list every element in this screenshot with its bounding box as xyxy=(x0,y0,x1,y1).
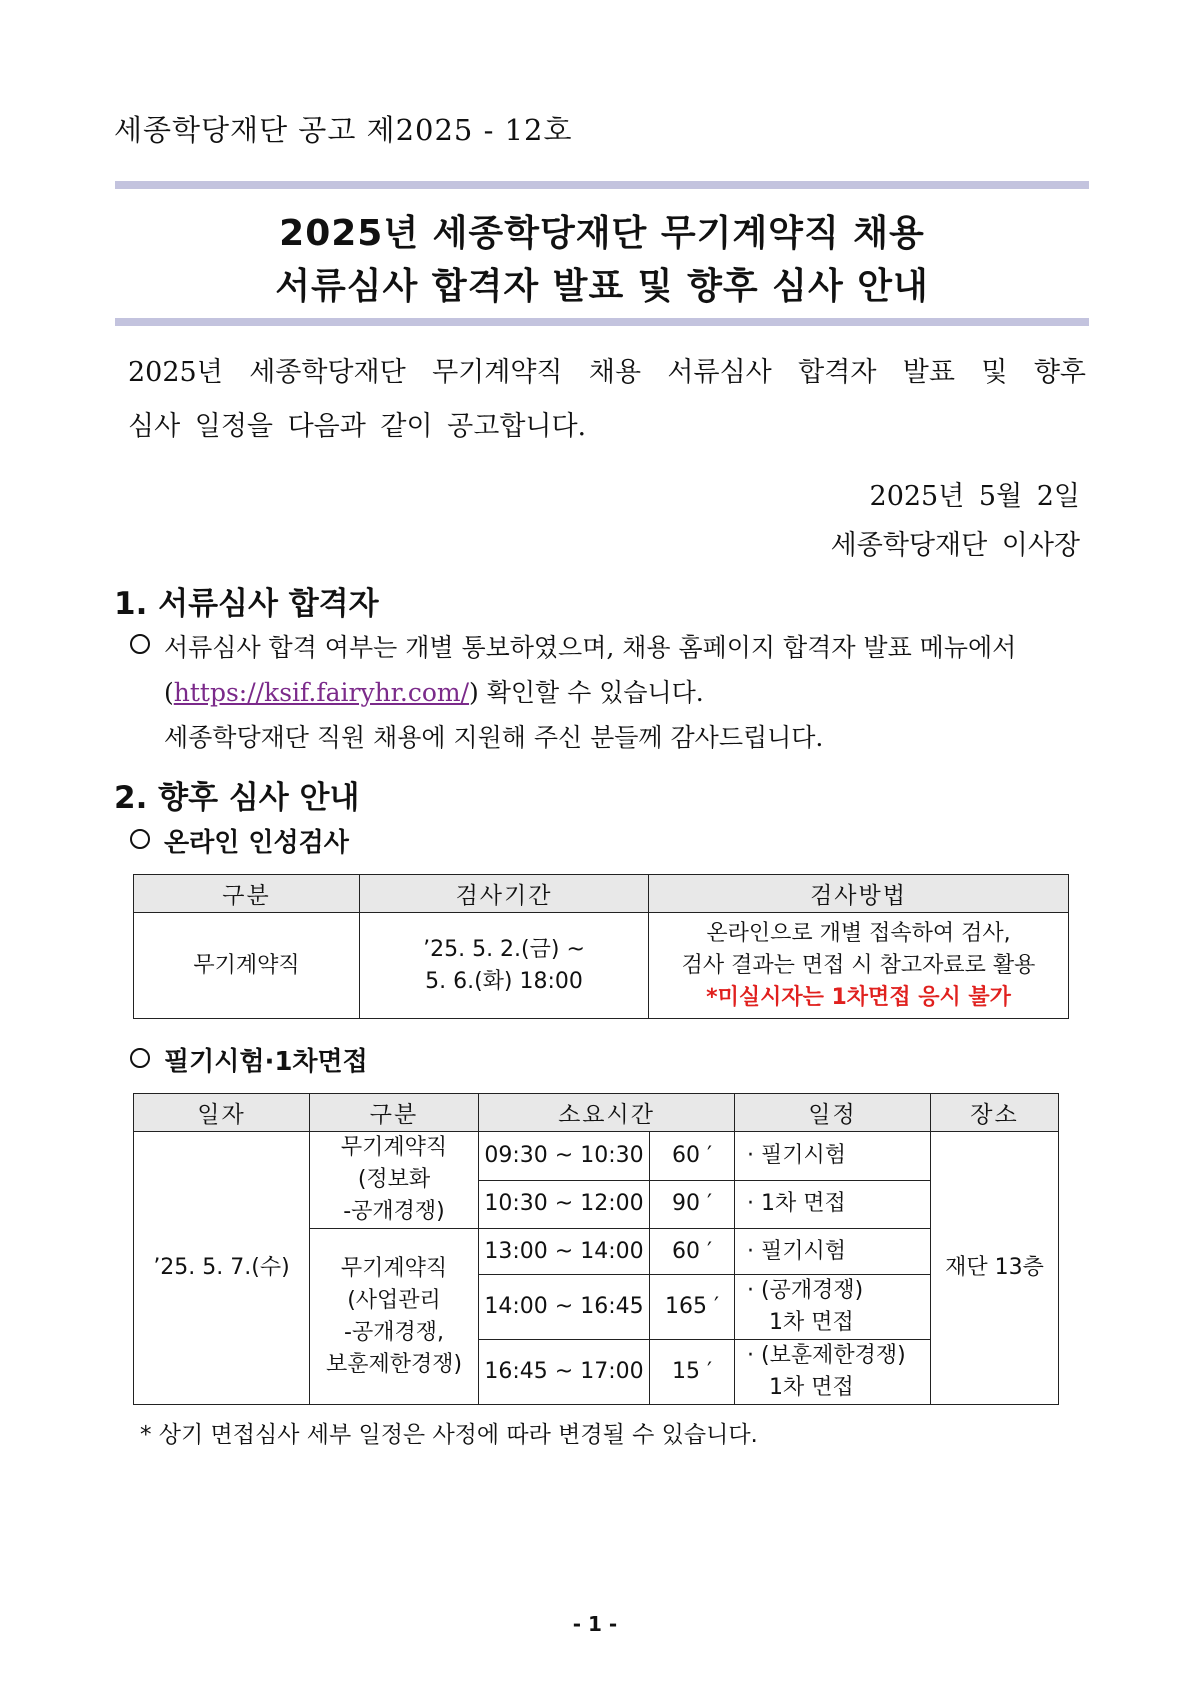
col-header-group: 구분 xyxy=(310,1094,479,1132)
col-header-place: 장소 xyxy=(931,1094,1059,1132)
section2-heading: 2. 향후 심사 안내 xyxy=(114,780,360,816)
schedule-line2: 1차 면접 xyxy=(769,1310,854,1335)
announcement-date: 2025년 5월 2일 xyxy=(869,481,1080,512)
time-cell: 09:30 ~ 10:30 xyxy=(479,1132,650,1181)
schedule-cell: · 1차 면접 xyxy=(735,1180,931,1229)
method-line1: 온라인으로 개별 접속하여 검사, xyxy=(706,920,1011,946)
col-header-period: 검사기간 xyxy=(360,875,649,913)
online-category: 무기계약직 xyxy=(134,913,360,1019)
group-it xyxy=(310,1132,479,1229)
group-business-line1: 무기계약직 xyxy=(340,1255,448,1281)
exam-place: 재단 13층 xyxy=(931,1132,1059,1405)
online-test-subheading xyxy=(130,822,349,859)
period-line1: ’25. 5. 2.(금) ~ xyxy=(423,936,585,962)
paren-open: ( xyxy=(164,678,174,707)
page-title-line1: 2025년 세종학당재단 무기계약직 채용 xyxy=(279,213,925,254)
intro-line1: 2025년 세종학당재단 무기계약직 채용 서류심사 합격자 발표 및 향후 xyxy=(128,357,1086,388)
group-it-line3: -공개경쟁) xyxy=(343,1199,445,1224)
schedule-line2: 1차 면접 xyxy=(769,1375,854,1400)
minutes-cell: 90 ′ xyxy=(650,1180,735,1229)
online-method xyxy=(649,913,1069,1019)
section1-line2 xyxy=(164,673,704,709)
circle-bullet-icon xyxy=(130,634,150,654)
col-header-method: 검사방법 xyxy=(649,875,1069,913)
section1-line1 xyxy=(130,628,1016,664)
period-line2: 5. 6.(화) 18:00 xyxy=(425,968,583,994)
time-cell: 16:45 ~ 17:00 xyxy=(479,1340,650,1405)
section1-text1: 서류심사 합격 여부는 개별 통보하였으며, 채용 홈페이지 합격자 발표 메뉴에서 xyxy=(164,633,1017,662)
group-business-line2: (사업관리 xyxy=(347,1287,441,1313)
circle-bullet-icon xyxy=(130,829,150,849)
recruit-homepage-link[interactable]: https://ksif.fairyhr.com/ xyxy=(173,678,470,707)
title-bottom-rule xyxy=(115,318,1089,326)
title-top-rule xyxy=(115,181,1089,189)
group-business-line3: -공개경쟁, xyxy=(344,1319,444,1345)
col-header-schedule: 일정 xyxy=(735,1094,931,1132)
group-it-line2: (정보화 xyxy=(357,1167,431,1192)
exam-date: ’25. 5. 7.(수) xyxy=(134,1132,310,1405)
col-header-category: 구분 xyxy=(134,875,360,913)
schedule-cell xyxy=(735,1275,931,1340)
col-header-date: 일자 xyxy=(134,1094,310,1132)
schedule-cell: · 필기시험 xyxy=(735,1229,931,1275)
page-title-line2: 서류심사 합격자 발표 및 향후 심사 안내 xyxy=(275,266,929,307)
section1-line3: 세종학당재단 직원 채용에 지원해 주신 분들께 감사드립니다. xyxy=(164,723,824,752)
time-cell: 14:00 ~ 16:45 xyxy=(479,1275,650,1340)
schedule-cell: · 필기시험 xyxy=(735,1132,931,1181)
minutes-cell: 60 ′ xyxy=(650,1132,735,1181)
col-header-duration: 소요시간 xyxy=(479,1094,735,1132)
schedule-line1: · (공개경쟁) xyxy=(747,1278,864,1303)
schedule-line1: · (보훈제한경쟁) xyxy=(747,1343,906,1368)
intro-line2: 심사 일정을 다음과 같이 공고합니다. xyxy=(128,411,587,442)
group-it-line1: 무기계약직 xyxy=(340,1135,448,1160)
page-number: - 1 - xyxy=(572,1612,618,1636)
online-period xyxy=(360,913,649,1019)
time-cell: 10:30 ~ 12:00 xyxy=(479,1180,650,1229)
written-interview-subheading xyxy=(130,1041,368,1078)
section1-heading: 1. 서류심사 합격자 xyxy=(114,586,379,622)
table-row xyxy=(134,913,1069,1019)
table-row xyxy=(134,1132,1059,1181)
method-line2: 검사 결과는 면접 시 참고자료로 활용 xyxy=(681,952,1036,978)
minutes-cell: 60 ′ xyxy=(650,1229,735,1275)
time-cell: 13:00 ~ 14:00 xyxy=(479,1229,650,1275)
written-interview-table xyxy=(133,1093,1059,1405)
minutes-cell: 165 ′ xyxy=(650,1275,735,1340)
online-test-title: 온라인 인성검사 xyxy=(164,828,349,858)
group-business xyxy=(310,1229,479,1405)
method-warning: *미실시자는 1차면접 응시 불가 xyxy=(706,984,1011,1010)
schedule-change-note: * 상기 면접심사 세부 일정은 사정에 따라 변경될 수 있습니다. xyxy=(140,1422,758,1448)
online-test-table xyxy=(133,874,1069,1019)
section1-text2: ) 확인할 수 있습니다. xyxy=(469,678,704,707)
group-business-line4: 보훈제한경쟁) xyxy=(325,1351,463,1377)
minutes-cell: 15 ′ xyxy=(650,1340,735,1405)
schedule-cell xyxy=(735,1340,931,1405)
notice-number: 세종학당재단 공고 제2025 - 12호 xyxy=(114,113,573,147)
written-interview-title: 필기시험·1차면접 xyxy=(164,1047,368,1077)
circle-bullet-icon xyxy=(130,1048,150,1068)
issuer: 세종학당재단 이사장 xyxy=(830,530,1080,561)
